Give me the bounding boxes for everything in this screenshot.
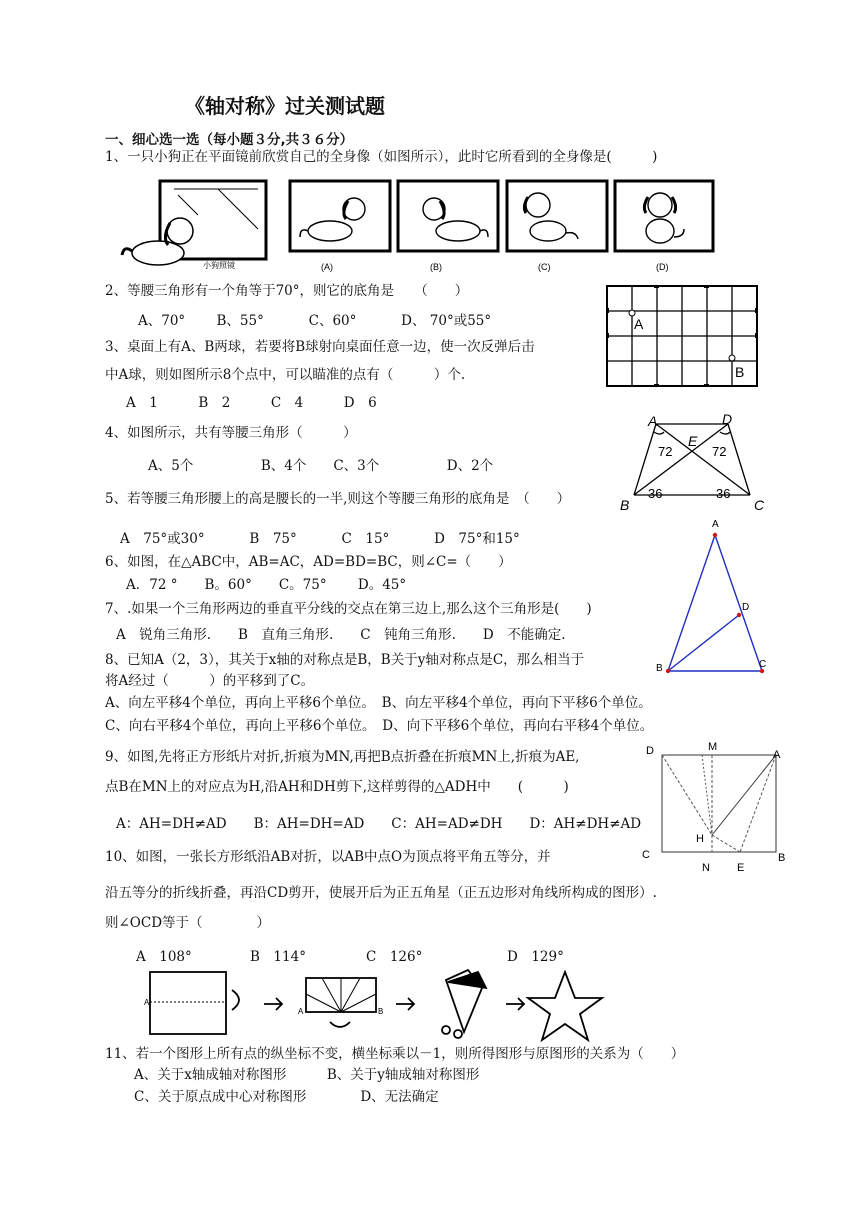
q7-stem: 7、.如果一个三角形两边的垂直平分线的交点在第三边上,那么这个三角形是( ) bbox=[105, 601, 592, 617]
q8-stem-1: 8、已知A（2，3），其关于x轴的对称点是B，B关于y轴对称点是C，那么相当于 bbox=[105, 652, 585, 668]
q10-fig-label-b: B bbox=[378, 1007, 384, 1016]
q3-stem-2: 中A球，则如图所示8个点中，可以瞄准的点有（ ）个. bbox=[105, 367, 466, 383]
q6-stem: 6、如图，在△ABC中，AB=AC，AD=BD=BC，则∠C=（ ） bbox=[105, 554, 512, 570]
q5-stem: 5、若等腰三角形腰上的高是腰长的一半,则这个等腰三角形的底角是 （ ） bbox=[105, 491, 571, 507]
q1-stem: 1、一只小狗正在平面镜前欣赏自己的全身像（如图所示），此时它所看到的全身像是( ) bbox=[105, 149, 658, 165]
q9-options: A：AH=DH≠AD B：AH=DH=AD C：AH=AD≠DH D：AH≠DH≠AD bbox=[116, 816, 642, 832]
q9-label-a: A bbox=[773, 749, 781, 761]
q10-option-d: D 129° bbox=[507, 949, 564, 965]
q9-label-b: B bbox=[778, 852, 786, 864]
q11-options-ab: A、关于x轴成轴对称图形 B、关于y轴成轴对称图形 bbox=[134, 1067, 480, 1083]
q1-option-b: (B) bbox=[430, 262, 442, 272]
q6-label-a: A bbox=[712, 519, 719, 530]
q8-options-cd: C、向右平移4个单位，再向上平移6个单位。 D、向下平移6个单位，再向右平移4个单位。 bbox=[105, 718, 654, 734]
q6-label-b: B bbox=[656, 663, 663, 674]
q4-angle-2: 72 bbox=[712, 444, 727, 459]
q6-label-d: D bbox=[742, 602, 750, 613]
q4-angle-1: 72 bbox=[658, 444, 673, 459]
q9-stem-2: 点B在MN上的对应点为H,沿AH和DH剪下,这样剪得的△ADH中 ( ) bbox=[105, 779, 569, 795]
q1-caption: 小狗照镜 bbox=[203, 261, 235, 270]
q4-options: A、5个 B、4个 C、3个 D、2个 bbox=[148, 458, 494, 474]
q10-fig-label-a: A bbox=[144, 998, 150, 1007]
q10-option-c: C 126° bbox=[366, 949, 423, 965]
q9-stem-1: 9、如图,先将正方形纸片对折,折痕为MN,再把B点折叠在折痕MN上,折痕为AE, bbox=[105, 749, 580, 765]
q6-label-c: C bbox=[759, 659, 767, 670]
section-heading: 一、细心选一选（每小题３分,共３６分） bbox=[105, 132, 354, 148]
q9-label-e: E bbox=[737, 862, 745, 874]
q4-label-d: D bbox=[722, 411, 733, 427]
q4-stem: 4、如图所示，共有等腰三角形（ ） bbox=[105, 425, 357, 441]
q9-label-d: D bbox=[646, 745, 654, 757]
q4-angle-3: 36 bbox=[648, 486, 663, 501]
q9-label-n: N bbox=[702, 862, 710, 874]
q6-options: A．72 ° B。60° C。75° D。45° bbox=[126, 577, 407, 593]
q1-option-d: (D) bbox=[656, 262, 669, 272]
q3-point-a: A bbox=[634, 316, 644, 332]
q4-figure bbox=[618, 412, 768, 514]
q4-angle-4: 36 bbox=[716, 486, 731, 501]
q1-option-c: (C) bbox=[538, 262, 551, 272]
q10-stem-3: 则∠OCD等于（ ） bbox=[105, 915, 271, 931]
q1-option-a: (A) bbox=[321, 262, 333, 272]
q9-label-c: C bbox=[642, 849, 650, 861]
q3-grid-figure bbox=[606, 285, 758, 387]
q4-label-e: E bbox=[688, 433, 698, 449]
q2-options: A、70° B、55° C、60° D、 70°或55° bbox=[138, 313, 492, 329]
q11-stem: 11、若一个图形上所有点的纵坐标不变，横坐标乘以－1，则所得图形与原图形的关系为（ ） bbox=[105, 1046, 685, 1062]
q6-figure bbox=[652, 515, 782, 680]
q4-label-c: C bbox=[754, 497, 765, 513]
q10-stem-1: 10、如图，一张长方形纸沿AB对折，以AB中点O为顶点将平角五等分，并 bbox=[105, 849, 551, 865]
q10-figure bbox=[128, 964, 628, 1044]
q9-label-h: H bbox=[696, 833, 704, 845]
q4-label-a: A bbox=[648, 413, 658, 429]
q2-stem: 2、等腰三角形有一个角等于70°，则它的底角是 （ ） bbox=[105, 283, 469, 299]
q4-label-b: B bbox=[620, 497, 630, 513]
q10-option-b: B 114° bbox=[250, 949, 306, 965]
q9-label-m: M bbox=[708, 741, 718, 753]
q7-options: A 锐角三角形. B 直角三角形. C 钝角三角形. D 不能确定. bbox=[116, 627, 566, 643]
q10-fig-label-a2: A bbox=[298, 1007, 304, 1016]
q3-point-b: B bbox=[735, 364, 745, 380]
q5-options: A 75°或30° B 75° C 15° D 75°和15° bbox=[120, 531, 520, 547]
q10-stem-2: 沿五等分的折线折叠，再沿CD剪开，使展开后为正五角星（正五边形对角线所构成的图形）. bbox=[105, 885, 657, 901]
q10-option-a: A 108° bbox=[136, 949, 192, 965]
q3-options: A 1 B 2 C 4 D 6 bbox=[126, 395, 377, 411]
q8-options-ab: A、向左平移4个单位，再向上平移6个单位。 B、向左平移4个单位，再向下平移6个单位。 bbox=[105, 695, 652, 711]
q8-stem-2: 将A经过（ ）的平移到了C。 bbox=[105, 673, 315, 689]
q3-stem-1: 3、桌面上有A、B两球，若要将B球射向桌面任意一边，使一次反弹后击 bbox=[105, 339, 535, 355]
page-title: 《轴对称》过关测试题 bbox=[185, 94, 385, 118]
q9-figure bbox=[640, 738, 800, 876]
q1-figure bbox=[118, 175, 718, 275]
q11-options-cd: C、关于原点成中心对称图形 D、无法确定 bbox=[134, 1089, 439, 1105]
